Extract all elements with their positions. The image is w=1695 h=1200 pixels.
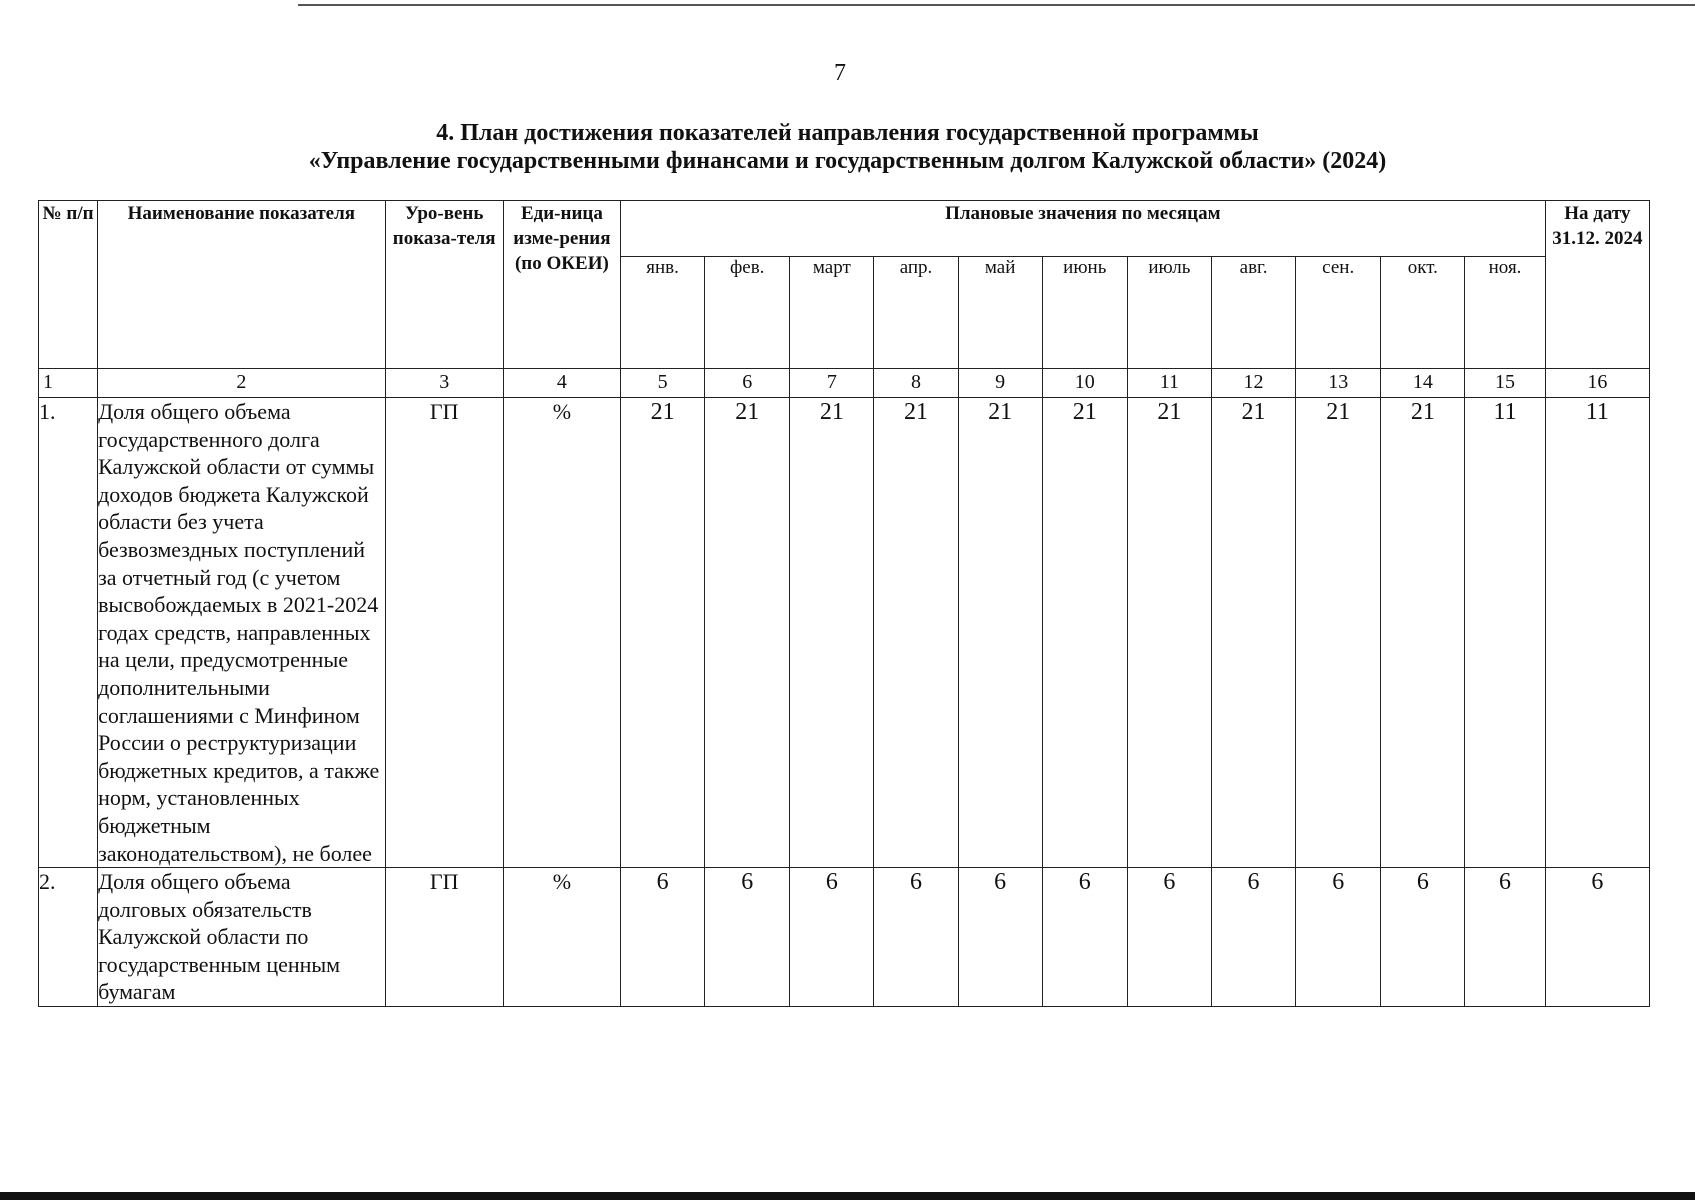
column-number: 7 (790, 369, 874, 398)
month-header: ноя. (1465, 257, 1545, 369)
month-header: март (790, 257, 874, 369)
month-value: 21 (958, 398, 1042, 868)
month-header: окт. (1381, 257, 1465, 369)
scan-top-edge-line (298, 4, 1695, 6)
month-header: апр. (874, 257, 958, 369)
indicators-plan-table (38, 200, 1650, 1007)
month-value: 21 (874, 398, 958, 868)
month-value: 6 (1042, 868, 1127, 1007)
month-header: июль (1127, 257, 1211, 369)
document-title (0, 119, 1695, 175)
month-header: сен. (1296, 257, 1381, 369)
column-number: 8 (874, 369, 958, 398)
month-value: 6 (958, 868, 1042, 1007)
column-number: 14 (1381, 369, 1465, 398)
month-value: 21 (1042, 398, 1127, 868)
column-number: 11 (1127, 369, 1211, 398)
header-indicator-name: Наименование показателя (98, 201, 386, 369)
month-value: 6 (1296, 868, 1381, 1007)
column-number: 13 (1296, 369, 1381, 398)
header-indicator-level: Уро-вень показа-теля (385, 201, 503, 369)
month-value: 21 (790, 398, 874, 868)
row-number: 2. (39, 868, 98, 1007)
month-value: 6 (621, 868, 705, 1007)
header-row (39, 201, 1650, 257)
indicator-name: Доля общего объема долговых обязательств Калужской области по государственным ценным бумагам (98, 868, 386, 1007)
column-number: 5 (621, 369, 705, 398)
month-value: 21 (1127, 398, 1211, 868)
scan-bottom-edge-bar (0, 1192, 1695, 1200)
month-header: май (958, 257, 1042, 369)
column-number: 1 (39, 369, 98, 398)
indicator-unit: % (503, 398, 620, 868)
month-header: июнь (1042, 257, 1127, 369)
column-number: 16 (1545, 369, 1649, 398)
document-title-line-2: «Управление государственными финансами и государственным долгом Калужской области» (2024) (308, 148, 1387, 174)
month-value: 21 (621, 398, 705, 868)
month-header: фев. (705, 257, 790, 369)
month-header: авг. (1211, 257, 1295, 369)
month-value: 21 (1381, 398, 1465, 868)
header-row-number: № п/п (39, 201, 98, 369)
column-number: 6 (705, 369, 790, 398)
month-value: 6 (1381, 868, 1465, 1007)
column-number: 9 (958, 369, 1042, 398)
column-number: 2 (98, 369, 386, 398)
column-number: 10 (1042, 369, 1127, 398)
header-unit-of-measure: Еди-ница изме-рения (по ОКЕИ) (503, 201, 620, 369)
month-value: 6 (1211, 868, 1295, 1007)
indicator-level: ГП (385, 868, 503, 1007)
header-value-at-year-end: На дату 31.12. 2024 (1545, 201, 1649, 369)
column-number: 4 (503, 369, 620, 398)
column-number: 12 (1211, 369, 1295, 398)
year-end-value: 11 (1545, 398, 1649, 868)
month-value: 21 (1211, 398, 1295, 868)
month-value: 6 (1127, 868, 1211, 1007)
month-value: 6 (705, 868, 790, 1007)
table-row (39, 398, 1650, 868)
month-value: 6 (1465, 868, 1545, 1007)
table-row (39, 868, 1650, 1007)
month-value: 21 (705, 398, 790, 868)
month-value: 6 (874, 868, 958, 1007)
indicator-unit: % (503, 868, 620, 1007)
month-value: 11 (1465, 398, 1545, 868)
column-number: 3 (385, 369, 503, 398)
column-number: 15 (1465, 369, 1545, 398)
document-title-line-1: 4. План достижения показателей направления государственной программы (436, 120, 1259, 146)
year-end-value: 6 (1545, 868, 1649, 1007)
column-number-row (39, 369, 1650, 398)
indicator-name: Доля общего объема государственного долга Калужской области от суммы доходов бюджета Калужской области без учета безвозмездных поступлений за отчетный год (с учетом высвобождаемых в 2021-2024 годах средств, направленных на цели, предусмотренные дополнительными соглашениями с Минфином России о реструктуризации бюджетных кредитов, а также норм, установленных бюджетным законодательством), не более (98, 398, 386, 868)
indicator-level: ГП (385, 398, 503, 868)
row-number: 1. (39, 398, 98, 868)
month-value: 6 (790, 868, 874, 1007)
page-number: 7 (834, 60, 846, 86)
header-planned-values-by-month: Плановые значения по месяцам (621, 201, 1546, 257)
month-value: 21 (1296, 398, 1381, 868)
month-header: янв. (621, 257, 705, 369)
